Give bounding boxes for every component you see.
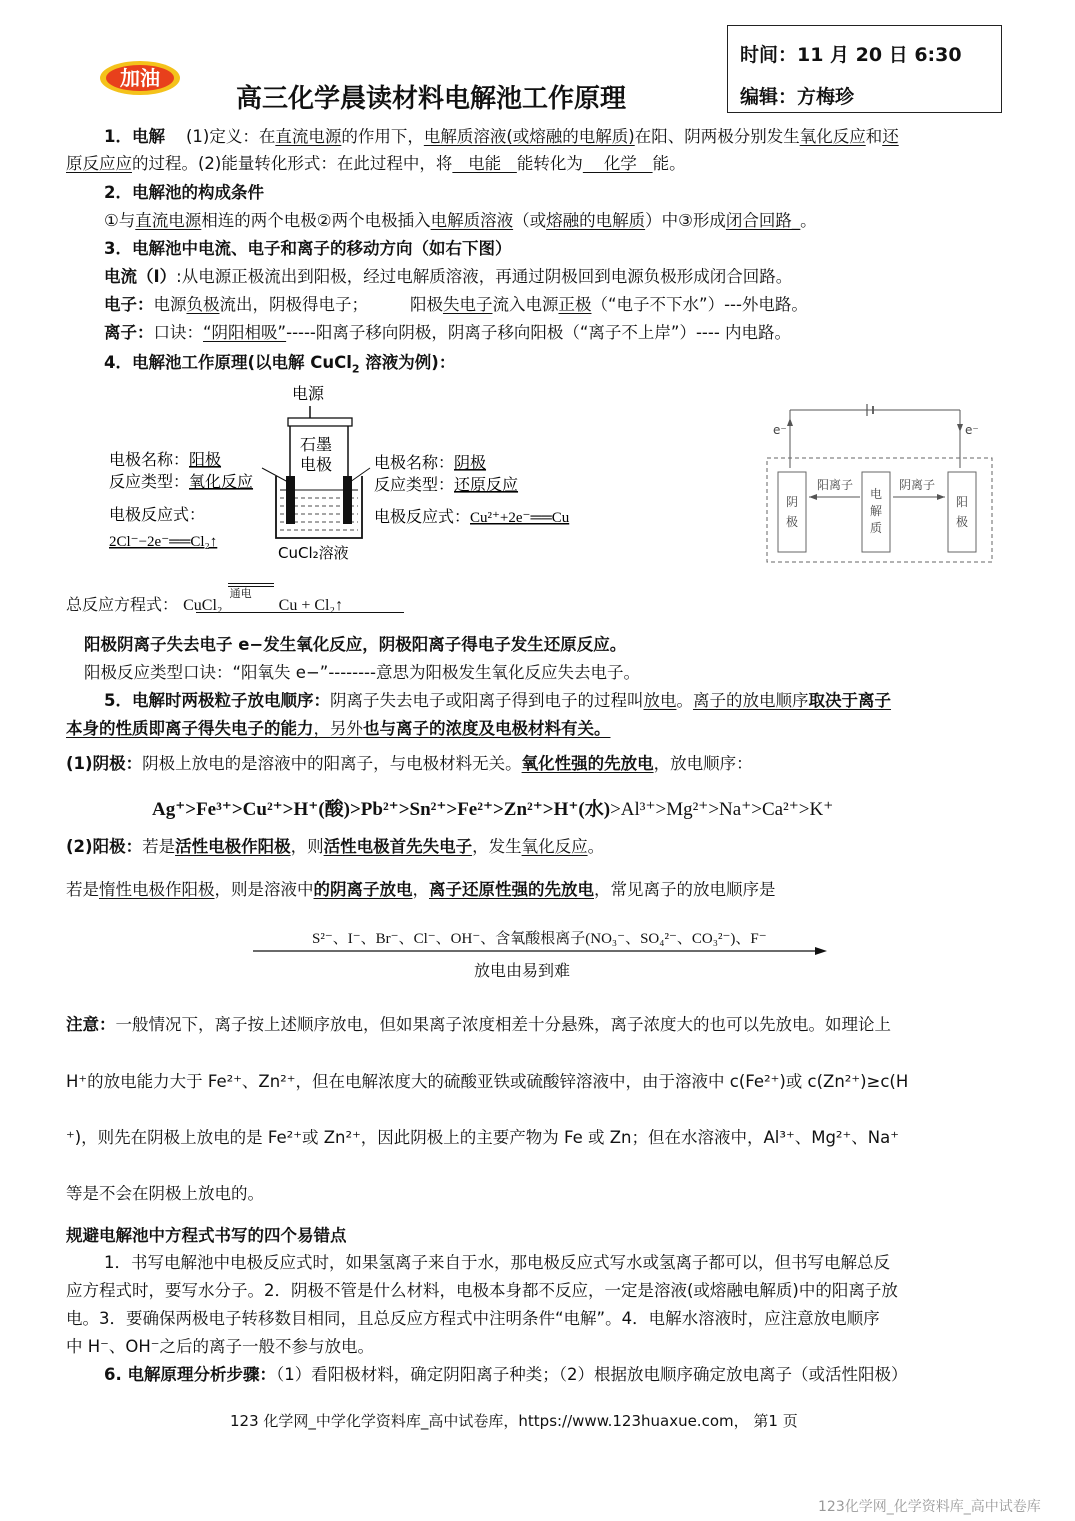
- watermark: 123化学网_化学资料库_高中试卷库: [818, 1499, 1041, 1515]
- cation-label: 阳离子: [817, 478, 854, 492]
- order-caption: 放电由易到难: [474, 961, 571, 980]
- rule-2: 阳极反应类型口诀：“阳氧失 e−”--------意思为阳极发生氧化反应失去电子。: [84, 663, 640, 682]
- pitfalls-line3: 电。3．要确保两极电子转移数目相同，且总反应方程式中注明条件“电解”。4．电解水溶液时，应注意放电顺序: [66, 1309, 880, 1328]
- pitfalls-line2: 应方程式时，要写水分子。2．阴极不管是什么材料，电极本身都不反应，一定是溶液(或熔融电解质)中的阳离子放: [66, 1281, 898, 1300]
- s5-line2: 本身的性质即离子得失电子的能力，另外也与离子的浓度及电极材料有关。: [66, 719, 611, 738]
- s1-line2: 原反应应的过程。(2)能量转化形式：在此过程中，将 电能 能转化为 化学 能。: [66, 154, 686, 173]
- s1-line1: 1．电解 (1)定义：在直流电源的作用下，电解质溶液(或熔融的电解质)在阳、阴两极分别发生氧化反应和还: [104, 127, 899, 146]
- s2-conditions: ①与直流电源相连的两个电极②两个电极插入电解质溶液（或熔融的电解质）中③形成闭合回路_。: [104, 211, 817, 230]
- footer-text: 123 化学网_中学化学资料库_高中试卷库，https://www.123huaxue.com， 第1 页: [230, 1412, 798, 1430]
- svg-text:反应类型：氧化反应: 反应类型：氧化反应: [109, 472, 254, 491]
- pitfalls-line4: 中 H⁻、OH⁻之后的离子一般不参与放电。: [66, 1337, 374, 1356]
- cathode-order: Ag⁺>Fe³⁺>Cu²⁺>H⁺(酸)>Pb²⁺>Sn²⁺>Fe²⁺>Zn²⁺>H⁺(水)>Al³⁺>Mg²⁺>Na⁺>Ca²⁺>K⁺: [152, 799, 834, 820]
- cell-diagram: [100, 378, 600, 568]
- note-line3: ⁺)，则先在阴极上放电的是 Fe²⁺或 Zn²⁺，因此阴极上的主要产物为 Fe 或 Zn；但在水溶液中，Al³⁺、Mg²⁺、Na⁺: [66, 1128, 899, 1147]
- s3-electron: 电子：电源负极流出，阴极得电子； 阳极失电子流入电源正极（“电子不下水”）---外电路。: [104, 295, 808, 314]
- note-line2: H⁺的放电能力大于 Fe²⁺、Zn²⁺，但在电解浓度大的硫酸亚铁或硫酸锌溶液中，由于溶液中 c(Fe²⁺)或 c(Zn²⁺)≥c(H: [66, 1072, 909, 1091]
- s3-heading: 3．电解池中电流、电子和离子的移动方向（如右下图）: [104, 239, 512, 258]
- s4-heading: 4．电解池工作原理(以电解 CuCl$_2$ 溶液为例)：: [104, 353, 456, 376]
- pitfalls-line1: 1．书写电解池中电极反应式时，如果氢离子来自于水，那电极反应式写水或氢离子都可以，但书写电解总反: [104, 1253, 890, 1272]
- time-label: 时间：11 月 20 日 6:30: [740, 44, 962, 66]
- s2-heading: 2．电解池的构成条件: [104, 183, 264, 202]
- total-reaction: 总反应方程式： CuCl₂ 通电 Cu + Cl₂↑: [66, 592, 343, 615]
- info-box: [727, 25, 1002, 113]
- solution-label: CuCl₂溶液: [278, 544, 349, 562]
- left-eq-label: 电极反应式：: [109, 505, 206, 524]
- note-line4: 等是不会在阴极上放电的。: [66, 1184, 264, 1203]
- e-left-label: e⁻: [773, 423, 787, 437]
- note-line1: 注意：一般情况下，离子按上述顺序放电，但如果离子浓度相差十分悬殊，离子浓度大的也可以先放电。如理论上: [66, 1015, 891, 1034]
- anode-electrode: [286, 476, 295, 524]
- svg-text:阳: 阳: [956, 495, 969, 509]
- svg-text:反应类型：还原反应: 反应类型：还原反应: [374, 475, 519, 494]
- logo: [98, 58, 182, 98]
- editor-label: 编辑：方梅珍: [740, 86, 855, 108]
- svg-text:电极名称：阴极: 电极名称：阴极: [374, 453, 487, 472]
- svg-text:极: 极: [956, 515, 969, 529]
- anode-line2: 若是惰性电极作阳极，则是溶液中的阴离子放电，离子还原性强的先放电，常见离子的放电顺序是: [66, 880, 776, 899]
- anion-order: S²⁻、I⁻、Br⁻、Cl⁻、OH⁻、含氧酸根离子(NO₃⁻、SO₄²⁻、CO₃²⁻)、F⁻: [312, 931, 767, 947]
- svg-text:极: 极: [786, 515, 799, 529]
- left-eq: 2Cl⁻−2e⁻══Cl₂↑: [109, 534, 218, 550]
- e-right-label: e⁻: [965, 423, 979, 437]
- svg-text:质: 质: [870, 521, 883, 535]
- graphite-label-1: 石墨: [300, 435, 333, 454]
- svg-text:电极反应式：Cu²⁺+2e⁻══Cu: 电极反应式：Cu²⁺+2e⁻══Cu: [374, 507, 570, 526]
- svg-text:电: 电: [870, 487, 883, 501]
- svg-text:解: 解: [870, 504, 883, 518]
- anion-label: 阴离子: [899, 478, 936, 492]
- pitfalls-heading: 规避电解池中方程式书写的四个易错点: [66, 1226, 347, 1245]
- logo-text: 加油: [120, 66, 160, 90]
- s5-line1: 5．电解时两极粒子放电顺序：阴离子失去电子或阳离子得到电子的过程叫放电。离子的放电顺序取决于离子: [104, 691, 891, 710]
- svg-text:阴: 阴: [786, 495, 799, 509]
- page-title: 高三化学晨读材料电解池工作原理: [236, 84, 627, 114]
- order-arrow: [253, 944, 828, 958]
- s6-line: 6. 电解原理分析步骤：（1）看阳极材料，确定阴阳离子种类；（2）根据放电顺序确定放电离子（或活性阳极）: [104, 1365, 908, 1384]
- svg-text:电极名称：阳极: 电极名称：阳极: [109, 450, 222, 469]
- cathode-line: (1)阴极：阴极上放电的是溶液中的阳离子，与电极材料无关。氧化性强的先放电，放电顺序：: [66, 754, 753, 773]
- s3-ion: 离子：口诀：“阴阳相吸”-----阳离子移向阴极，阴离子移向阳极（“离子不上岸”）---- 内电路。: [104, 323, 792, 342]
- power-label: 电源: [292, 384, 325, 403]
- cathode-electrode: [343, 476, 352, 524]
- rule-1: 阳极阴离子失去电子 e−发生氧化反应，阴极阳离子得电子发生还原反应。: [84, 635, 627, 654]
- flow-diagram: [765, 402, 1000, 568]
- s3-current: 电流（I）:从电源正极流出到阳极，经过电解质溶液，再通过阴极回到电源负极形成闭合回路。: [104, 267, 793, 286]
- graphite-label-2: 电极: [300, 455, 333, 474]
- anode-line1: (2)阳极：若是活性电极作阳极，则活性电极首先失电子，发生氧化反应。: [66, 837, 605, 856]
